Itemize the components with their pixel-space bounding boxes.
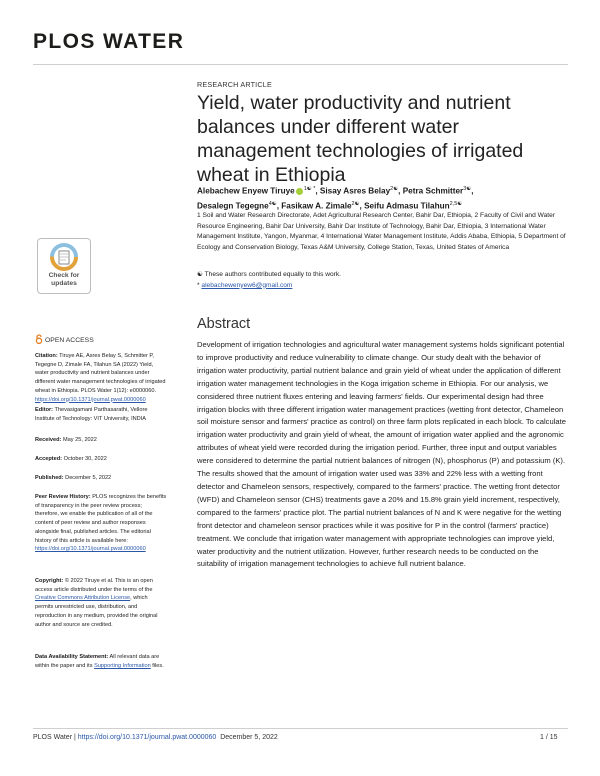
footer-date: December 5, 2022 xyxy=(216,734,278,741)
peer-review-block xyxy=(35,493,167,554)
citation-text: Tiruye AE, Asres Belay S, Schmitter P, Tegegne D, Zimale FA, Tilahun SA (2022) Yield, water productivity and nutrient balances under different water management technologies of irrigated wheat in Ethiopia. PLOS Water 1(12): e0000060. xyxy=(35,353,166,394)
published-label: Published: xyxy=(35,475,64,481)
citation-block xyxy=(35,352,167,404)
supporting-information-link[interactable]: Supporting Information xyxy=(94,662,151,669)
equal-contribution-note: ☯ These authors contributed equally to this work. xyxy=(197,271,341,278)
author-affiliation-marker: 2☯ xyxy=(390,186,399,192)
data-availability-block xyxy=(35,653,167,670)
cc-license-link[interactable]: Creative Commons Attribution License xyxy=(35,595,131,602)
peer-review-label: Peer Review History: xyxy=(35,494,91,500)
published-date: December 5, 2022 xyxy=(63,475,112,481)
citation-label: Citation: xyxy=(35,353,58,359)
received-label: Received: xyxy=(35,437,62,443)
abstract-text: Development of irrigation technologies and agricultural water management systems holds significant potential to improve productivity and reduce vulnerability to climate change. Our study dealt with the behavior of irrigation water productivity, partial nutrient balance and grain yield of wheat under the application of different irrigation water management technologies in the Koga irrigation scheme in Ethiopia. For our analysis, we considered three nutrient fluxes entering and leaving farmers' fields. Our experimental design had three irrigation blocks with three different irrigation water management practices (wetting front detector, Chameleon soil moisture sensor and farmers' practice as control) on three farm plots replicated in each block. To calculate irrigation water productivity and grain yield of wheat, the amount of irrigation water applied and the agronomic attributes of wheat yield were recorded during the irrigation period. Further, three input and output variables were considered to determine the partial nutrient balances of nitrogen (N), phosphorus (P) and potassium (K). The results showed that the amount of irrigation water used was 33% and 22% less with a wetting front detector and Chameleon sensors, respectively, compared to the farmers' practice. The wetting front detector (WFD) and Chameleon sensor (CHS) treatments gave a 20% and 15.8% grain yield increment, respectively, compared to the farmers' practice plot. The partial nutrient balances of N and K were negative for the wetting front detector and chameleon sensor practices while it was positive for P in the control (farmers' practice) treatment. We conclude that irrigation water management with appropriate technologies can improve yield, water productivity and the nutrient utilization. However, further research needs to be conducted on the suitability of irrigation management technologies to achieve full nutrient balance. xyxy=(197,340,566,569)
author-name[interactable]: Alebachew Enyew Tiruye xyxy=(197,186,295,196)
copyright-text-end: , which permits unrestricted use, distribution, and reproduction in any medium, provided the original author and source are credited. xyxy=(35,595,158,628)
author-affiliation-marker: 3☯ xyxy=(463,186,472,192)
received-block xyxy=(35,436,167,445)
header-divider xyxy=(33,64,568,65)
copyright-label: Copyright: xyxy=(35,578,64,584)
author-affiliation-marker: 1☯ * xyxy=(303,186,316,192)
peer-review-doi-link[interactable]: https://doi.org/10.1371/journal.pwat.0000060 xyxy=(35,546,146,553)
editor-text: Thevasigamani Parthasarathi, Vellore Institute of Technology: VIT University, INDIA xyxy=(35,407,148,422)
journal-logo: PLOS WATER xyxy=(33,30,185,53)
citation-doi-link[interactable]: https://doi.org/10.1371/journal.pwat.0000060 xyxy=(35,396,146,403)
email-marker: * xyxy=(197,281,202,289)
author-affiliation-marker: 2,5☯ xyxy=(449,200,463,207)
author-notes xyxy=(197,270,567,291)
open-lock-icon xyxy=(35,334,43,344)
accepted-block xyxy=(35,455,167,464)
published-block xyxy=(35,474,167,483)
author-name[interactable]: , Seifu Admasu Tilahun xyxy=(359,201,450,211)
author-affiliation-marker: 2☯ xyxy=(351,200,360,207)
author-name[interactable]: Desalegn Tegegne xyxy=(197,201,269,211)
open-access-label xyxy=(35,334,94,344)
peer-review-text: PLOS recognizes the benefits of transparency in the peer review process; therefore, we enable the publication of all of the content of peer review and author responses alongside final, published articles. The editorial history of this article is available here: xyxy=(35,494,167,544)
footer-citation xyxy=(33,734,278,741)
received-date: May 25, 2022 xyxy=(61,437,97,443)
footer-doi-link[interactable]: https://doi.org/10.1371/journal.pwat.0000060 xyxy=(77,734,217,741)
editor-block xyxy=(35,406,167,423)
abstract-heading: Abstract xyxy=(197,316,251,332)
corresponding-author-note xyxy=(197,281,567,292)
copyright-block xyxy=(35,577,167,629)
article-type: RESEARCH ARTICLE xyxy=(197,80,272,89)
data-availability-label: Data Availability Statement: xyxy=(35,654,109,660)
author-name[interactable]: , Petra Schmitter xyxy=(398,186,464,196)
footer-divider xyxy=(33,728,568,729)
author-affiliation-marker: 4☯ xyxy=(268,200,277,207)
accepted-label: Accepted: xyxy=(35,456,63,462)
copyright-text: © 2022 Tiruye et al. This is an open access article distributed under the terms of the xyxy=(35,578,153,593)
open-access-text: OPEN ACCESS xyxy=(45,337,94,344)
article-title: Yield, water productivity and nutrient balances under different water management technologies of irrigated wheat in Ethiopia xyxy=(197,92,524,186)
accepted-date: October 30, 2022 xyxy=(62,456,107,462)
editor-label: Editor: xyxy=(35,407,54,413)
data-availability-text-end: files. xyxy=(150,662,164,669)
orcid-icon[interactable] xyxy=(296,188,303,195)
corresponding-email-link[interactable]: alebachewenyew6@gmail.com xyxy=(201,281,293,289)
author-name[interactable]: , Sisay Asres Belay xyxy=(315,186,391,196)
check-for-updates-label: Check for updates xyxy=(48,272,80,287)
data-availability-text: All relevant data are within the paper and its xyxy=(35,654,160,669)
author-name[interactable]: , Fasikaw A. Zimale xyxy=(276,201,352,211)
author-list: Alebachew Enyew Tiruye $^{1☯ *}$, Sisay Asres Belay$^{2☯}$, Petra Schmitter$^{3☯}$, Desalegn Tegegne$^{4☯}$, Fasikaw A. Zimale$^{2☯}$, Seifu Admasu Tilahun$^{2,5☯}$ xyxy=(197,186,474,211)
page-number: 1 / 15 xyxy=(540,734,558,741)
check-for-updates-badge[interactable] xyxy=(37,238,91,294)
affiliations: 1 Soil and Water Research Directorate, Adet Agricultural Research Center, Bahir Dar, Ethiopia, 2 Faculty of Civil and Water Resource Engineering, Bahir Dar University, Bahir Dar Institute of Technology, Bahir Dar, Ethiopia, 3 International Water Management Institute, Yangon, Myanmar, 4 International Water Management Institute, Addis Ababa, Ethiopia, 5 Department of Ecology and Conservation Biology, Texas A&M University, College Station, Texas, United States of America xyxy=(197,212,566,252)
check-for-updates-icon xyxy=(50,243,78,271)
footer-journal: PLOS Water | xyxy=(33,734,78,741)
